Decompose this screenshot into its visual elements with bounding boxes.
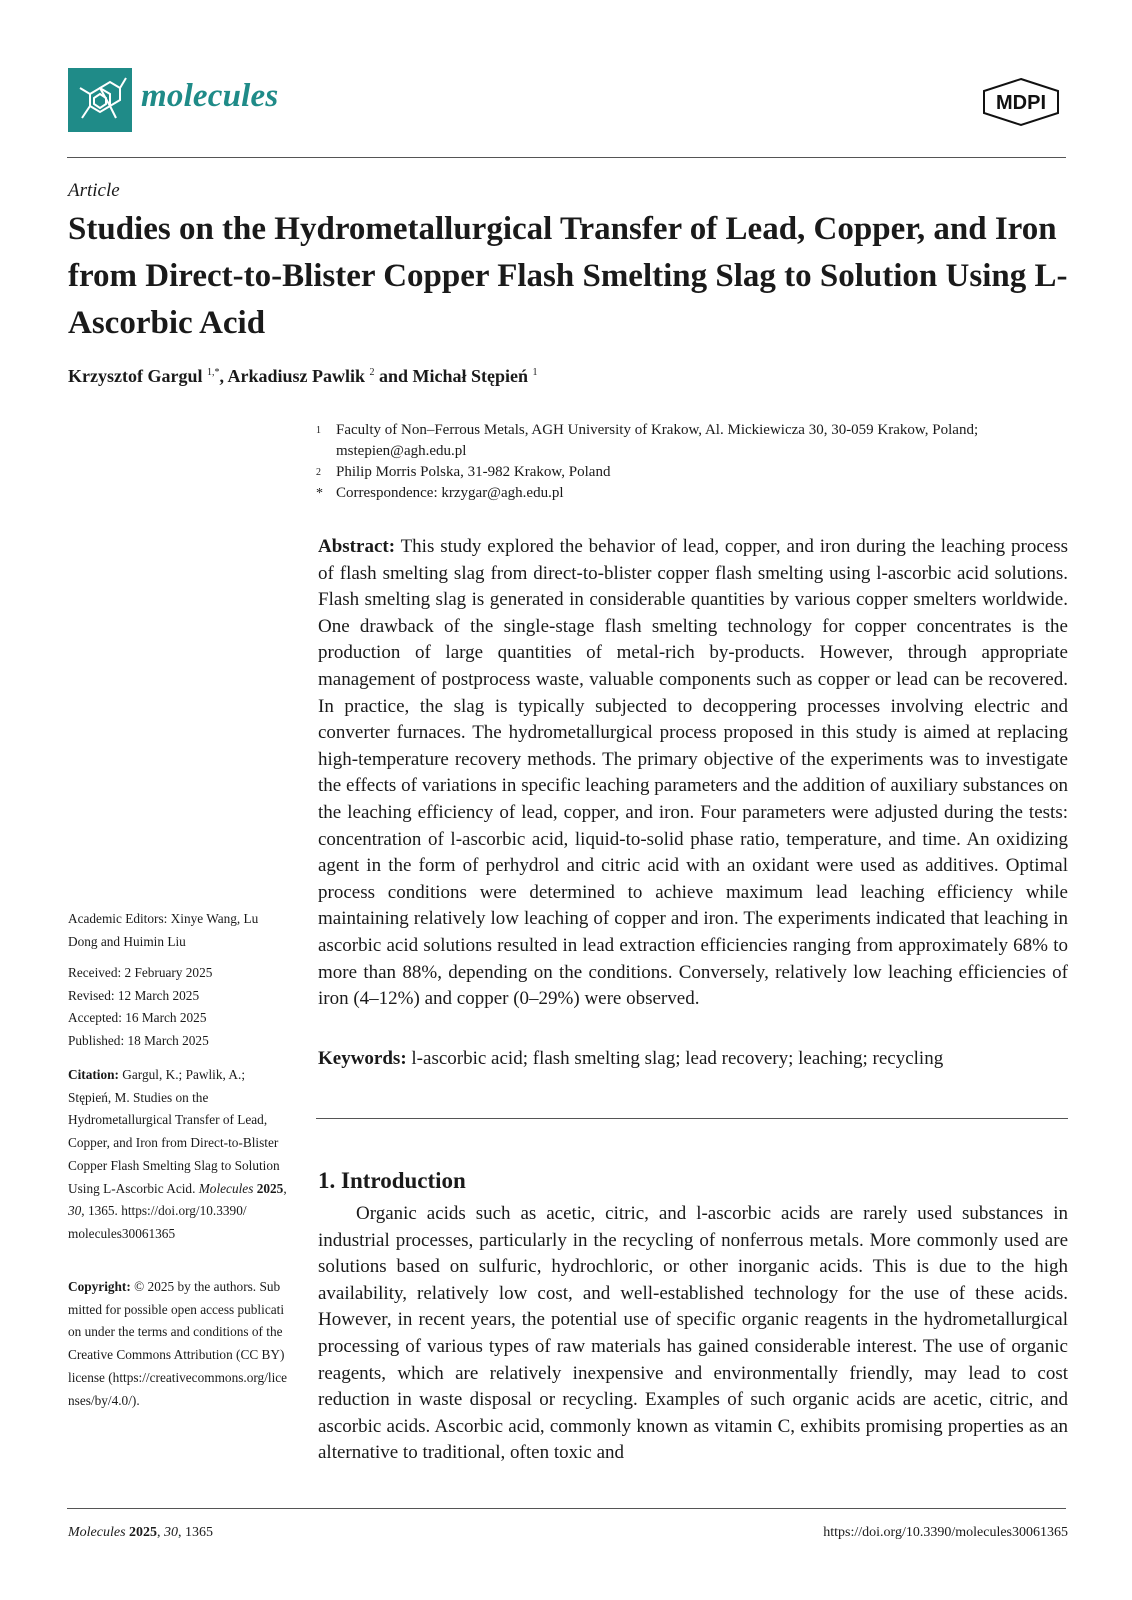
keywords-text: l-ascorbic acid; flash smelting slag; lead recovery; leaching; recycling [411,1048,944,1069]
author-mark: 1 [532,367,538,378]
footer-volume: 30 [164,1525,179,1540]
citation-journal: Molecules [198,1180,254,1196]
publication-dates [68,962,288,1053]
author-name: Michał Stępień [412,366,529,386]
journal-name: molecules [141,78,279,114]
affiliation-text: Faculty of Non–Ferrous Metals, AGH University of Krakow, Al. Mickiewicza 30, 30-059 Krakow, Poland; [336,422,979,438]
affiliation-mark: 2 [316,467,321,478]
intro-paragraph: Organic acids such as acetic, citric, and l-ascorbic acids are rarely used substances in industrial processes, particularly in the recycling of nonferrous metals. More commonly used are solutions based on sulfuric, hydrochloric, or other inorganic acids. This is due to the high availability, relatively low cost, and well-established technology for the use of these acids. However, in recent years, the potential use of specific organic reagents in the hydrometallurgical processing of various types of raw materials has gained considerable interest. The use of organic reagents, which are relatively inexpensive and environmentally friendly, may lead to cost reduction in waste disposal or recycling. Examples of such organic acids are acetic, citric, and ascorbic acids. Ascorbic acid, commonly known as vitamin C, exhibits promising properties as an alternative to traditional, often toxic and [318,1203,1068,1464]
article-title: Studies on the Hydrometallurgical Transfer of Lead, Copper, and Iron from Direct-to-Blister Copper Flash Smelting Slag to Solution Using L-Ascorbic Acid [68,211,1068,341]
article-type: Article [68,180,120,201]
affiliation-email[interactable]: mstepien@agh.edu.pl [336,443,467,459]
author-mark: 2 [369,367,375,378]
footer-citation: Molecules 2025, 30, 1365 [68,1525,214,1540]
author-list: Krzysztof Gargul $^{1,*}$, Arkadiusz Pawlik $^2$ and Michał Stępień $^1$ [68,366,538,386]
received-date: Received: 2 February 2025 [68,965,213,980]
abstract-text: This study explored the behavior of lead, copper, and iron during the leaching process of flash smelting slag from direct-to-blister copper flash smelting using l-ascorbic acid solutions. Flash smelting slag is generated in considerable quantities by various copper smelters worldwide. One drawback of the single-stage flash smelting technology for copper concentrates is the production of large quantities of metal-rich by-products. However, through appropriate management of postprocess waste, valuable components such as copper or lead can be recovered. In practice, the slag is typically subjected to decoppering processes involving electric and converter furnaces. The hydrometallurgical process proposed in this study is aimed at replacing high-temperature recovery methods. The primary objective of the experiments was to investigate the effects of variations in specific leaching parameters and the addition of auxiliary substances on the leaching efficiency of lead, copper, and iron. Four parameters were adjusted during the tests: concentration of l-ascorbic acid, liquid-to-solid phase ratio, temperature, and time. An oxidizing agent in the form of perhydrol and citric acid with an oxidant were used as additives. Optimal process conditions were determined to achieve maximum lead leaching efficiency while maintaining relatively low leaching of copper and iron. The experiments indicated that leaching in ascorbic acid solutions resulted in lead extraction efficiencies ranging from approximately 68% to more than 88%, depending on the conditions. Conversely, relatively low leaching efficiencies of iron (4–12%) and copper (0–29%) were observed. [318,536,1068,1010]
footer-article-number: 1365 [185,1525,214,1540]
footer-journal: Molecules [68,1525,126,1540]
abstract [318,534,1068,1013]
mdpi-logo-icon [980,77,1062,127]
abstract-divider [316,1118,1068,1119]
abstract-label: Abstract: [318,536,396,557]
citation: Citation: Gargul, K.; Pawlik, A.; Stępień, M. Studies on the Hydrometallurgical Transfer of Lead, Copper, and Iron from Direct-to-Blister Copper Flash Smelting Slag to Solution Using L-Ascorbic Acid. Molecules 2025, 30, 1365. https://doi.org/10.3390/ molecules30061365 [68,1067,287,1241]
author-name: Arkadiusz Pawlik [227,366,366,386]
section-heading: 1. Introduction [318,1168,466,1193]
copyright [68,1276,288,1412]
copyright-text: © 2025 by the authors. Submitted for possible open access publication under the terms and conditions of the Creative Commons Attribution (CC BY) license (https://creativecommons.org/licenses/by/4.0/). [68,1279,288,1408]
correspondence-mark: * [316,486,323,501]
revised-date: Revised: 12 March 2025 [68,987,200,1003]
author-mark: 1,* [206,367,220,378]
affiliation-mark: 1 [316,425,321,436]
accepted-date: Accepted: 16 March 2025 [68,1010,207,1026]
keywords-label: Keywords: [318,1048,407,1069]
mdpi-logo-text: MDPI [996,92,1046,114]
citation-doi[interactable]: , 1365. https://doi.org/10.3390/ molecules30061365 [68,1203,247,1241]
published-date: Published: 18 March 2025 [68,1033,209,1049]
citation-volume: 30 [68,1203,82,1219]
citation-label: Citation: [68,1067,119,1082]
academic-editors: Academic Editors: Xinye Wang, Lu Dong and Huimin Liu [68,911,259,949]
footer-divider [67,1508,1066,1509]
citation-year: 2025 [256,1180,284,1196]
correspondence-text[interactable]: Correspondence: krzygar@agh.edu.pl [336,485,564,501]
header-divider [67,157,1066,158]
journal-logo-icon [68,68,132,132]
citation-text: Gargul, K.; Pawlik, A.; Stępień, M. Studies on the Hydrometallurgical Transfer of Lead, Copper, and Iron from Direct-to-Blister Copper Flash Smelting Slag to Solution Using L-Ascorbic Acid. [68,1067,280,1196]
footer-year: 2025 [129,1525,158,1540]
copyright-label: Copyright: [68,1279,131,1294]
author-name: Krzysztof Gargul [68,366,203,386]
footer-doi-link[interactable]: https://doi.org/10.3390/molecules30061365 [823,1525,1068,1540]
affiliation-text: Philip Morris Polska, 31-982 Krakow, Poland [336,464,611,480]
keywords [318,1048,1068,1070]
